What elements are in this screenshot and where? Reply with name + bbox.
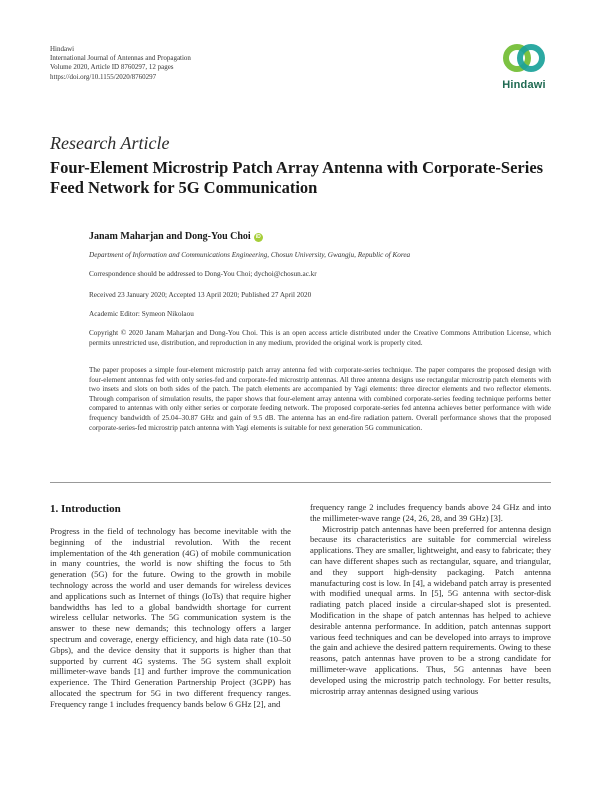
orcid-icon[interactable]: iD (255, 234, 261, 240)
right-column (310, 502, 551, 696)
author-names: Janam Maharjan and Dong-You Choi (89, 231, 251, 242)
intro-paragraph-1-continued: frequency range 2 includes frequency bands above 24 GHz and into the millimeter-wave range (24, 26, 28, and 39 GHz) [3]. (310, 502, 551, 523)
academic-editor: Academic Editor: Symeon Nikolaou (89, 310, 194, 318)
hindawi-logo (494, 38, 554, 91)
volume-info: Volume 2020, Article ID 8760297, 12 pages (50, 63, 174, 72)
paper-title: Four-Element Microstrip Patch Array Antenna with Corporate-Series Feed Network for 5G Communication (50, 158, 544, 197)
doi-link[interactable]: https://doi.org/10.1155/2020/8760297 (50, 72, 157, 81)
hindawi-logo-icon (501, 38, 547, 78)
section-heading: 1. Introduction (50, 503, 121, 515)
left-column (50, 526, 291, 710)
article-type: Research Article (50, 133, 170, 153)
logo-wordmark: Hindawi (502, 79, 546, 91)
copyright-notice: Copyright © 2020 Janam Maharjan and Dong-You Choi. This is an open access article distributed under the Creative Commons Attribution License, which permits unrestricted use, distribution, and reproduction in any medium, provided the original work is properly cited. (89, 329, 551, 347)
affiliation: Department of Information and Communications Engineering, Chosun University, Gwangju, Republic of Korea (89, 251, 411, 259)
authors (89, 231, 263, 242)
journal-info (50, 45, 191, 82)
correspondence: Correspondence should be addressed to Dong-You Choi; dychoi@chosun.ac.kr (89, 270, 317, 278)
abstract: The paper proposes a simple four-element microstrip patch array antenna fed with corporate-series technique. The paper compares the proposed design with four-element antennas fed with only series-fed and corporate-fed microstrip antennas. All three antenna designs use rectangular microstrip patch elements with two insets and slots on both sides of the patch. The patch elements are accompanied by Yagi elements: three director elements and two reflector elements. Through comparison of simulation results, the paper shows that four-element array antenna with combined corporate-series feeding technique performs better compared to antennas with only either series or corporate feeding network. The proposed corporate-series fed antenna achieves better performance with wide frequency bandwidth of 25.04–30.87 GHz and gain of 9.5 dB. The antenna has an end-fire radiation pattern. Overall performance shows that the proposed corporate-series-fed microstrip patch antenna with Yagi elements is suitable for next generation 5G communication. (89, 366, 551, 432)
section-divider (50, 482, 551, 483)
publication-dates: Received 23 January 2020; Accepted 13 April 2020; Published 27 April 2020 (89, 291, 312, 299)
intro-paragraph-1: Progress in the field of technology has become inevitable with the beginning of the industrial revolution. With the recent implementation of the 4th generation (4G) of mobile communication in many countries, the world is now shifting the focus to 5th generation (5G) for the future. Owing to the growth in mobile technology across the world and user demands for wireless devices and applications such as Internet of things (IoTs) that require higher bandwidths has led to a global bandwidth shortage for current wireless cellular networks. The 5G communication system is the answer to these new demands; this technology offers a larger spectrum and coverage, energy efficiency, and high data rate (10–50 Gbps), and the device density that it supports is higher than that supported by current 4G systems. The 5G system shall exploit millimeter-wave bands [1] and further improve the communication experience. The Third Generation Partnership Project (3GPP) has allocated the spectrum for 5G in two different frequency ranges. Frequency range 1 includes frequency bands below 6 GHz [2], and (50, 526, 291, 709)
journal-name: International Journal of Antennas and Propagation (50, 54, 191, 63)
intro-paragraph-2: Microstrip patch antennas have been preferred for antenna design because its characteristics are suitable for commercial wireless applications. They are smaller, lightweight, and easy to fabricate; they can have different shapes such as rectangular, square, and triangular, and they support high-density packaging. Patch antenna manufacturing cost is low. In [4], a wideband patch array is presented with modified unequal arms. In [5], 5G antenna with sector-disk radiating patch placed inside a circular-shaped slot is presented. Modification in the shape of patch antennas has helped to achieve desirable antenna performance. In addition, patch antennas support various feed techniques and can be developed into arrays to improve the gain and achieve the desired pattern requirements. Owing to these reasons, patch antennas have proven to be a strong candidate for millimeter-wave applications. Thus, 5G antennas have been developed using the microstrip patch technology. For better results, microstrip array antennas designed using various (310, 523, 551, 696)
publisher-name: Hindawi (50, 45, 75, 53)
